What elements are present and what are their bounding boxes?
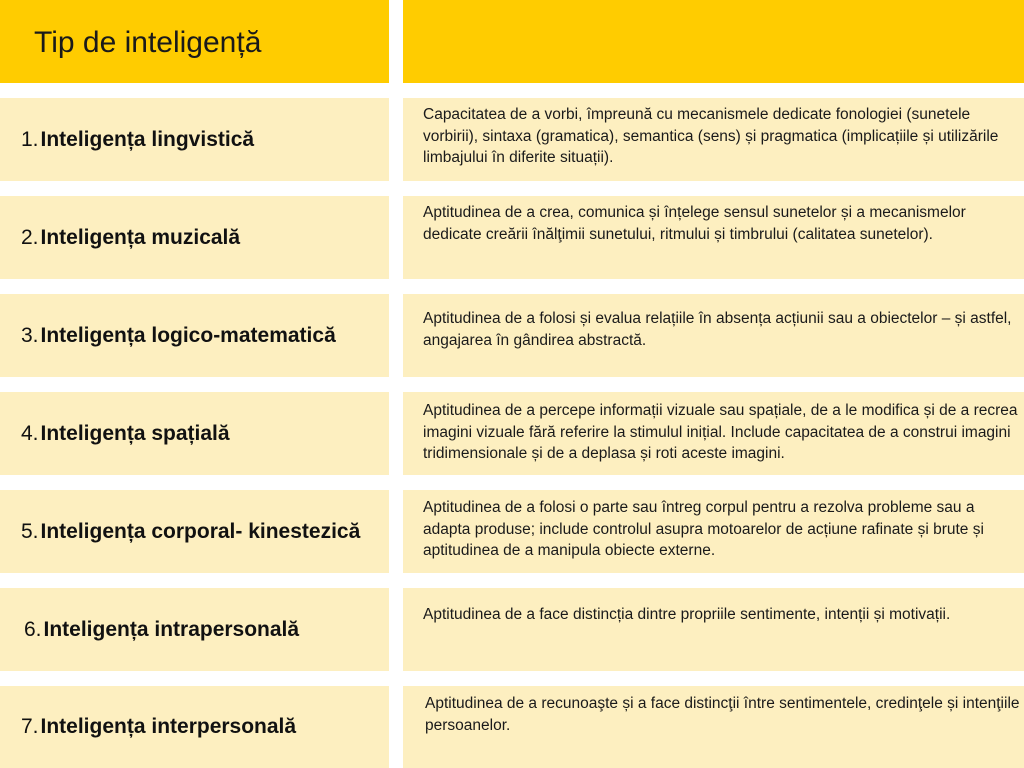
row-2-description-cell: [403, 196, 1024, 279]
row-6-description-cell: [403, 588, 1024, 671]
row-2-type-cell: [0, 196, 389, 279]
row-3-type-cell: [0, 294, 389, 377]
intelligence-name: Inteligența intrapersonală: [43, 617, 300, 641]
row-1-description-cell: [403, 98, 1024, 181]
row-number: 1.: [21, 127, 39, 151]
row-4-label: [21, 392, 230, 475]
row-4-type-cell: [0, 392, 389, 475]
intelligence-description: Aptitudinea de a folosi și evalua relațiile în absența acțiunii sau a obiectelor – și astfel, angajarea în gândirea abstractă.: [423, 310, 1012, 349]
row-7-description-cell: [403, 686, 1024, 768]
row-number: 3.: [21, 323, 39, 347]
row-6-label: [24, 588, 299, 671]
row-number: 7.: [21, 715, 39, 738]
intelligence-description: Aptitudinea de a folosi o parte sau întreg corpul pentru a rezolva probleme sau a adapta produse; include controlul asupra motoarelor de acțiune rafinate și brute și aptitudinea de a manipula obiecte externe.: [423, 499, 984, 559]
row-1-label: [21, 98, 254, 181]
header-right-cell: [403, 0, 1024, 83]
row-1-type-cell: [0, 98, 389, 181]
row-5-label: [21, 490, 360, 573]
row-5-description-cell: [403, 490, 1024, 573]
row-3-description-cell: [403, 294, 1024, 377]
row-number: 2.: [21, 225, 39, 249]
intelligence-name: Inteligența corporal- kinestezică: [40, 519, 361, 543]
intelligence-name: Inteligența interpersonală: [40, 715, 297, 738]
row-2-label: [21, 196, 240, 279]
row-number: 4.: [21, 421, 39, 445]
intelligence-name: Inteligența logico-matematică: [40, 323, 336, 347]
header-left-cell: [0, 0, 389, 83]
row-4-description-cell: [403, 392, 1024, 475]
intelligence-description: Aptitudinea de a percepe informații vizuale sau spațiale, de a le modifica și de a recrea imagini vizuale fără referire la stimulul inițial. Include capacitatea de a construi imagini tridimensionale și de a deplasa și roti aceste imagini.: [423, 402, 1018, 462]
intelligence-name: Inteligența lingvistică: [40, 127, 255, 151]
intelligence-name: Inteligența spațială: [40, 421, 230, 445]
intelligence-description: Capacitatea de a vorbi, împreună cu mecanismele dedicate fonologiei (sunetele vorbirii), sintaxa (gramatica), semantica (sens) și pragmatica (implicațiile și utilizările limbajului în diferite situații).: [423, 106, 999, 166]
intelligence-description: Aptitudinea de a face distincția dintre propriile sentimente, intenții și motivații.: [423, 606, 951, 623]
row-7-type-cell: [0, 686, 389, 768]
row-number: 6.: [24, 617, 42, 641]
row-number: 5.: [21, 519, 39, 543]
row-5-type-cell: [0, 490, 389, 573]
page-title: Tip de inteligență: [34, 26, 262, 59]
intelligence-description: Aptitudinea de a crea, comunica și înțelege sensul sunetelor și a mecanismelor dedicate creării înălţimii sunetului, ritmului și timbrului (calitatea sunetelor).: [423, 204, 966, 243]
intelligence-description: Aptitudinea de a recunoaşte și a face distincţii între sentimentele, credinţele și intenţiile persoanelor.: [425, 695, 1020, 734]
row-3-label: [21, 294, 336, 377]
row-7-label: [21, 686, 296, 768]
row-6-type-cell: [0, 588, 389, 671]
intelligence-name: Inteligența muzicală: [40, 225, 241, 249]
